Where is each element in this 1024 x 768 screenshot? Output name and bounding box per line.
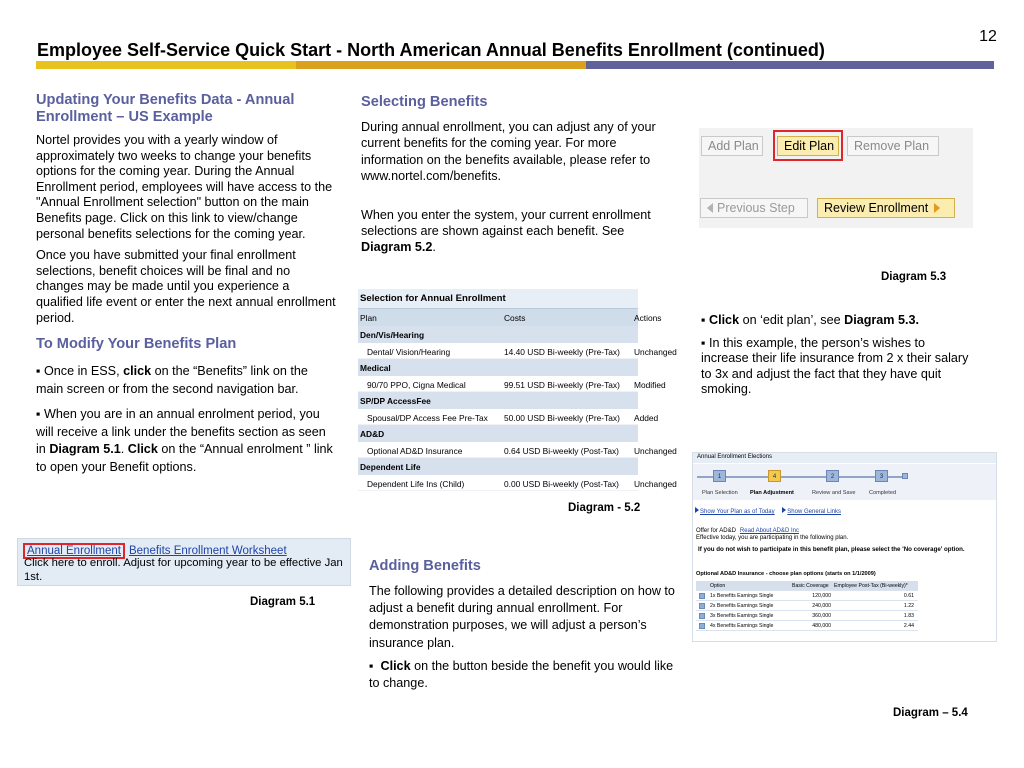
bullet-bold: click <box>123 364 152 379</box>
roadmap-steps <box>693 464 996 500</box>
step-label: Review and Save <box>812 490 856 496</box>
selecting-paragraph-1: During annual enrollment, you can adjust any of your current benefits for the coming year. For more information on the benefits available, please refer to www.nortel.com/benefits. <box>361 120 656 184</box>
table-row[interactable] <box>696 591 918 601</box>
title-accent-bar <box>36 61 994 69</box>
table-group-row <box>358 392 638 409</box>
paragraph-text: When you enter the system, your current enrollment selections are shown against each benefit. See <box>361 207 651 239</box>
option-select-box[interactable] <box>699 613 705 619</box>
group-name: Medical <box>360 363 391 373</box>
accent-segment-gold <box>36 61 296 69</box>
selecting-paragraph-2 <box>361 207 661 256</box>
bullet-bold: Diagram 5.1 <box>49 442 121 457</box>
option-select-box[interactable] <box>699 603 705 609</box>
table-row[interactable] <box>696 611 918 621</box>
plan-name: Dependent Life Ins (Child) <box>367 478 465 489</box>
bullet-bold: Diagram 5.3. <box>844 313 920 327</box>
table-row[interactable] <box>696 621 918 631</box>
bullet-enrolment-period: ▪ When you are in an annual enrolment period, you will receive a link under the benefits section as seen in Diagram 5.1. Click on the “Annual enrolment ” link to open your Benefit options. <box>36 407 333 474</box>
table-row[interactable] <box>358 409 659 426</box>
option-name: 2x Benefits Earnings Single <box>710 603 774 609</box>
triangle-right-icon <box>782 507 786 513</box>
table-title: Selection for Annual Enrollment <box>358 289 638 308</box>
caption-diagram-5-2: Diagram - 5.2 <box>568 502 641 514</box>
bullet-text: When you are in an annual enrolment period, you will receive a link under the benefits section as seen in <box>36 407 326 457</box>
d54-links <box>695 507 847 516</box>
table-row[interactable] <box>358 343 677 360</box>
roadmap-line <box>697 476 902 478</box>
bullet-text: on the button beside the benefit you would like to change. <box>369 658 674 691</box>
plan-action: Added <box>634 412 659 423</box>
roadmap-end-marker <box>902 473 908 479</box>
bullet-text: on ‘edit plan’, see <box>739 313 845 327</box>
group-name: Den/Vis/Hearing <box>360 330 425 340</box>
plan-options-title: Optional AD&D Insurance - choose plan options (starts on 1/1/2009) <box>696 571 876 577</box>
table-group-row <box>358 458 638 475</box>
benefits-enrollment-worksheet-link[interactable]: Benefits Enrollment Worksheet <box>128 545 287 557</box>
bullet-text: on the “Annual enrolment ” link to open your Benefit options. <box>36 442 333 474</box>
adding-benefits-section <box>369 558 679 698</box>
option-cost: 0.61 <box>903 593 914 599</box>
diagram-5-4-screenshot <box>692 452 997 642</box>
table-group-row <box>358 359 638 376</box>
step-label-current: Plan Adjustment <box>750 490 794 496</box>
effective-text: Effective today, you are participating in the following plan. <box>696 535 849 541</box>
table-group-row <box>358 326 638 343</box>
triangle-right-icon <box>695 507 699 513</box>
col-header-costs: Costs <box>504 313 526 323</box>
plan-options-table <box>696 581 918 631</box>
group-name: SP/DP AccessFee <box>360 396 431 406</box>
step-2-box[interactable]: 2 <box>826 470 839 482</box>
group-name: Dependent Life <box>360 462 421 472</box>
diagram-5-1-screenshot <box>17 538 351 586</box>
selecting-benefits-heading: Selecting Benefits <box>361 94 488 110</box>
annual-enrollment-paragraph: Nortel provides you with a yearly window of approximately two weeks to change your benefits options for the coming year. During the Annual Enrollment period, employees will have access to the "Annual Enrollment selection" button on the main Benefits page. Click on this link to view/change personal benefits selections for the coming year. <box>36 133 333 241</box>
right-column-text <box>701 313 971 405</box>
arrow-right-icon <box>934 203 940 213</box>
col-header-coverage: Basic Coverage <box>792 583 829 589</box>
edit-plan-button[interactable]: Edit Plan <box>777 136 839 156</box>
option-coverage: 120,000 <box>812 593 831 599</box>
step-1-box[interactable]: 1 <box>713 470 726 482</box>
options-header-row <box>696 581 918 591</box>
table-group-row <box>358 425 638 442</box>
plan-name: 90/70 PPO, Cigna Medical <box>367 379 466 390</box>
col-header-cost: Employee Post-Tax (Bi-weekly)* <box>834 583 908 589</box>
option-coverage: 240,000 <box>812 603 831 609</box>
plan-action: Unchanged <box>634 445 677 456</box>
elections-header: Annual Enrollment Elections <box>693 453 996 463</box>
bullet-once-in-ess: ▪ Once in ESS, click on the “Benefits” link on the main screen or from the second navigation bar. <box>36 364 308 396</box>
option-cost: 1.83 <box>903 613 914 619</box>
page-number: 12 <box>979 28 997 45</box>
paragraph-text: . <box>432 240 436 255</box>
accent-segment-amber <box>296 61 586 69</box>
option-cost: 1.22 <box>903 603 914 609</box>
step-3-box[interactable]: 3 <box>875 470 888 482</box>
bullet-bold: Click <box>380 658 411 673</box>
diagram-5-2-enrollment-table <box>358 289 677 498</box>
add-plan-button[interactable]: Add Plan <box>701 136 763 156</box>
option-name: 1x Benefits Earnings Single <box>710 593 774 599</box>
plan-cost: 0.00 USD Bi-weekly (Post-Tax) <box>504 478 619 489</box>
col-header-plan: Plan <box>360 313 377 323</box>
bullet-text: In this example, the person’s wishes to increase their life insurance from 2 x their salary to 3x and adjust the fact that they have quit smoking. <box>701 335 969 397</box>
bullet-bold: Click <box>127 442 158 457</box>
option-select-box[interactable] <box>699 623 705 629</box>
option-name: 4x Benefits Earnings Single <box>710 623 774 629</box>
bullet-click-edit-plan: ▪ Click on ‘edit plan’, see Diagram 5.3. <box>701 313 920 327</box>
plan-action: Unchanged <box>634 478 677 489</box>
bullet-text: . <box>120 442 128 457</box>
adding-paragraph: The following provides a detailed description on how to adjust a benefit during annual enrollment. For demonstration purposes, we will adjust a person’s insurance plan. <box>369 584 675 650</box>
middle-column <box>361 94 661 262</box>
plan-action: Modified <box>634 379 666 390</box>
remove-plan-button[interactable]: Remove Plan <box>847 136 939 156</box>
accent-segment-purple <box>586 61 994 69</box>
plan-cost: 14.40 USD Bi-weekly (Pre-Tax) <box>504 346 620 357</box>
enroll-note: Click here to enroll. Adjust for upcoming year to be effective Jan 1st. <box>24 557 343 583</box>
annual-enrollment-link[interactable]: Annual Enrollment <box>23 543 125 559</box>
show-general-links-link[interactable]: Show General Links <box>787 509 841 515</box>
plan-name: Optional AD&D Insurance <box>367 445 463 456</box>
plan-cost: 50.00 USD Bi-weekly (Pre-Tax) <box>504 412 620 423</box>
step-label: Completed <box>869 490 897 496</box>
no-coverage-note: If you do not wish to participate in this benefit plan, please select the 'No coverage' option. <box>698 546 965 553</box>
left-column <box>36 92 336 484</box>
previous-step-label: Previous Step <box>717 201 795 215</box>
group-name: AD&D <box>360 429 385 439</box>
paragraph-bold: Diagram 5.2 <box>361 240 433 255</box>
show-plan-today-link[interactable]: Show Your Plan as of Today <box>700 509 775 515</box>
col-header-option: Option <box>710 583 726 589</box>
caption-diagram-5-3: Diagram 5.3 <box>881 271 947 283</box>
updating-benefits-heading: Updating Your Benefits Data - Annual Enrollment – US Example <box>36 92 295 125</box>
plan-action: Unchanged <box>634 346 677 357</box>
option-select-box[interactable] <box>699 593 705 599</box>
arrow-left-icon <box>707 203 713 213</box>
slide-title: Employee Self-Service Quick Start - North American Annual Benefits Enrollment (continued) <box>37 40 825 60</box>
table-header-row <box>358 308 662 326</box>
step-label: Plan Selection <box>702 490 738 496</box>
caption-diagram-5-1: Diagram 5.1 <box>250 596 316 608</box>
col-header-actions: Actions <box>634 313 662 323</box>
bullet-example: ▪ In this example, the person’s wishes to increase their life insurance from 2 x their salary to 3x and adjust the fact that they have quit smoking. <box>701 335 969 397</box>
option-name: 3x Benefits Earnings Single <box>710 613 774 619</box>
plan-name: Dental/ Vision/Hearing <box>367 346 451 357</box>
table-row[interactable] <box>358 376 666 393</box>
table-row[interactable] <box>696 601 918 611</box>
bullet-click-button: ▪ Click on the button beside the benefit you would like to change. <box>369 658 674 691</box>
adding-benefits-heading: Adding Benefits <box>369 558 481 574</box>
plan-cost: 0.64 USD Bi-weekly (Post-Tax) <box>504 445 619 456</box>
diagram-5-3-buttons <box>699 128 973 228</box>
option-coverage: 360,000 <box>812 613 831 619</box>
review-enrollment-button[interactable] <box>817 198 955 218</box>
table-row[interactable] <box>358 475 677 492</box>
caption-diagram-5-4: Diagram – 5.4 <box>893 707 968 719</box>
review-enrollment-label: Review Enrollment <box>824 201 929 215</box>
read-about-link[interactable]: Read About AD&D Inc <box>739 528 799 534</box>
modify-benefits-heading: To Modify Your Benefits Plan <box>36 336 237 353</box>
bullet-bold: Click <box>708 313 740 327</box>
bullet-text: on the “Benefits” link on the main screen or from the second navigation bar. <box>36 364 308 396</box>
plan-cost: 99.51 USD Bi-weekly (Pre-Tax) <box>504 379 620 390</box>
plan-name: Spousal/DP Access Fee Pre-Tax <box>367 412 488 423</box>
step-current-box[interactable]: 4 <box>768 470 781 482</box>
table-row[interactable] <box>358 442 677 459</box>
option-coverage: 480,000 <box>812 623 831 629</box>
offer-line <box>696 528 799 535</box>
bullet-text: Once in ESS, <box>43 364 124 379</box>
option-cost: 2.44 <box>903 623 914 629</box>
previous-step-button[interactable] <box>700 198 808 218</box>
final-enrollment-paragraph: Once you have submitted your final enrollment selections, benefit choices will be final and no changes may be made until you experience a qualified life event or enter the next annual enrollment period. <box>36 248 336 325</box>
offer-text: Offer for AD&D <box>696 528 736 534</box>
